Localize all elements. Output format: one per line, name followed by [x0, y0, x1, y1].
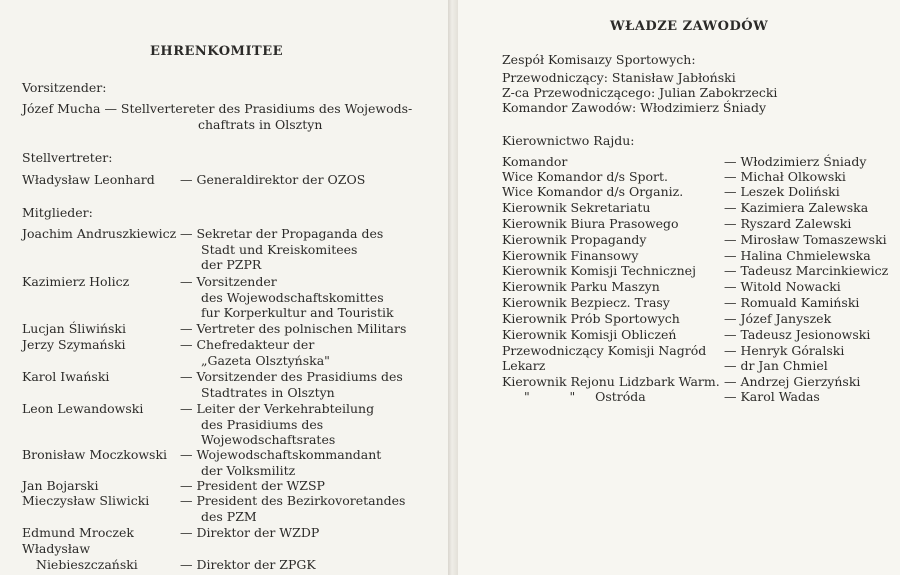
member-desc: — Vorsitzender des Prasidiums des Stadtrates in Olsztyn	[180, 369, 403, 400]
member-desc: — Sekretar der Propaganda des Stadt und Kreiskomitees der PZPR	[180, 226, 384, 272]
role-label: Kierownik Parku Maszyn	[502, 279, 660, 294]
member-name: Niebieszczański	[36, 557, 138, 572]
member-desc: — Leiter der Verkehrabteilung des Prasidiums des Wojewodschaftsrates	[180, 401, 375, 447]
role-person: — Karol Wadas	[724, 389, 820, 404]
vorsitzender-line-1: Józef Mucha — Stellvertereter des Prasidiums des Wojewods-	[22, 101, 413, 116]
role-label: Kierownik Finansowy	[502, 248, 639, 263]
member-name: Lucjan Śliwiński	[22, 321, 126, 336]
left-page	[0, 0, 448, 575]
member-name: Mieczysław Sliwicki	[22, 493, 150, 508]
role-person: — Tadeusz Jesionowski	[724, 327, 871, 342]
member-desc: — Vertreter des polnischen Militars	[180, 321, 407, 336]
role-label: Kierownik Komisji Obliczeń	[502, 327, 677, 342]
role-label: " " Ostróda	[524, 389, 646, 404]
role-person: — Witold Nowacki	[724, 279, 841, 294]
kierownictwo-label: Kierownictwo Rajdu:	[502, 133, 635, 148]
member-name: Joachim Andruszkiewicz	[22, 226, 177, 241]
member-desc: — Direktor der ZPGK	[180, 557, 316, 572]
role-label: Kierownik Rejonu Lidzbark Warm.	[502, 374, 720, 389]
role-label: Kierownik Sekretariatu	[502, 200, 651, 215]
role-label: Kierownik Bezpiecz. Trasy	[502, 295, 670, 310]
member-desc: — President der WZSP	[180, 478, 325, 493]
role-label: Wice Komandor d/s Sport.	[502, 169, 669, 184]
role-person: — Henryk Góralski	[724, 343, 845, 358]
member-name: Edmund Mroczek	[22, 525, 134, 540]
left-page-title: EHRENKOMITEE	[150, 44, 284, 59]
role-person: — Leszek Doliński	[724, 184, 840, 199]
zespol-line: Przewodniczący: Stanisław Jabłoński	[502, 70, 736, 85]
zespol-line: Komandor Zawodów: Włodzimierz Śniady	[502, 100, 767, 115]
stellvertreter-label: Stellvertreter:	[22, 150, 113, 165]
mitglieder-label: Mitglieder:	[22, 205, 93, 220]
role-person: — Michał Olkowski	[724, 169, 846, 184]
role-person: — Włodzimierz Śniady	[724, 154, 867, 169]
role-person: — Andrzej Gierzyński	[724, 374, 861, 389]
member-desc: — President des Bezirkovoretandes des PZM	[180, 493, 406, 524]
role-label: Przewodniczący Komisji Nagród	[502, 343, 707, 358]
member-name: Władysław	[22, 541, 91, 556]
right-page	[458, 0, 900, 575]
member-name: Leon Lewandowski	[22, 401, 144, 416]
member-desc: — Wojewodschaftskommandant der Volksmilitz	[180, 447, 382, 478]
member-desc: — Vorsitzender des Wojewodschaftskomittes fur Korperkultur and Touristik	[180, 274, 394, 320]
role-label: Kierownik Komisji Technicznej	[502, 263, 696, 278]
member-name: Bronisław Moczkowski	[22, 447, 168, 462]
vorsitzender-label: Vorsitzender:	[22, 80, 107, 95]
member-name: Jan Bojarski	[22, 478, 99, 493]
role-person: — Ryszard Zalewski	[724, 216, 852, 231]
role-person: — Romuald Kamiński	[724, 295, 860, 310]
role-label: Komandor	[502, 154, 568, 169]
member-name: Kazimierz Holicz	[22, 274, 130, 289]
vorsitzender-line-2: chaftrats in Olsztyn	[198, 117, 323, 132]
role-person: — dr Jan Chmiel	[724, 358, 828, 373]
role-person: — Tadeusz Marcinkiewicz	[724, 263, 889, 278]
member-desc: — Direktor der WZDP	[180, 525, 320, 540]
role-label: Kierownik Biura Prasowego	[502, 216, 679, 231]
member-name: Jerzy Szymański	[22, 337, 126, 352]
stellvertreter-name: Władysław Leonhard	[22, 172, 155, 187]
role-person: — Halina Chmielewska	[724, 248, 871, 263]
right-page-title: WŁADZE ZAWODÓW	[610, 19, 769, 34]
stellvertreter-desc: — Generaldirektor der OZOS	[180, 172, 366, 187]
zespol-line: Z-ca Przewodniczącego: Julian Zabokrzecki	[502, 85, 778, 100]
role-person: — Kazimiera Zalewska	[724, 200, 869, 215]
role-label: Kierownik Prób Sportowych	[502, 311, 680, 326]
role-label: Lekarz	[502, 358, 546, 373]
member-name: Karol Iwański	[22, 369, 110, 384]
book-gutter	[448, 0, 458, 575]
role-person: — Mirosław Tomaszewski	[724, 232, 887, 247]
role-label: Wice Komandor d/s Organiz.	[502, 184, 684, 199]
role-person: — Józef Janyszek	[724, 311, 832, 326]
zespol-label: Zespół Komisaızy Sportowych:	[502, 52, 696, 67]
member-desc: — Chefredakteur der „Gazeta Olsztyńska"	[180, 337, 330, 368]
role-label: Kierownik Propagandy	[502, 232, 647, 247]
